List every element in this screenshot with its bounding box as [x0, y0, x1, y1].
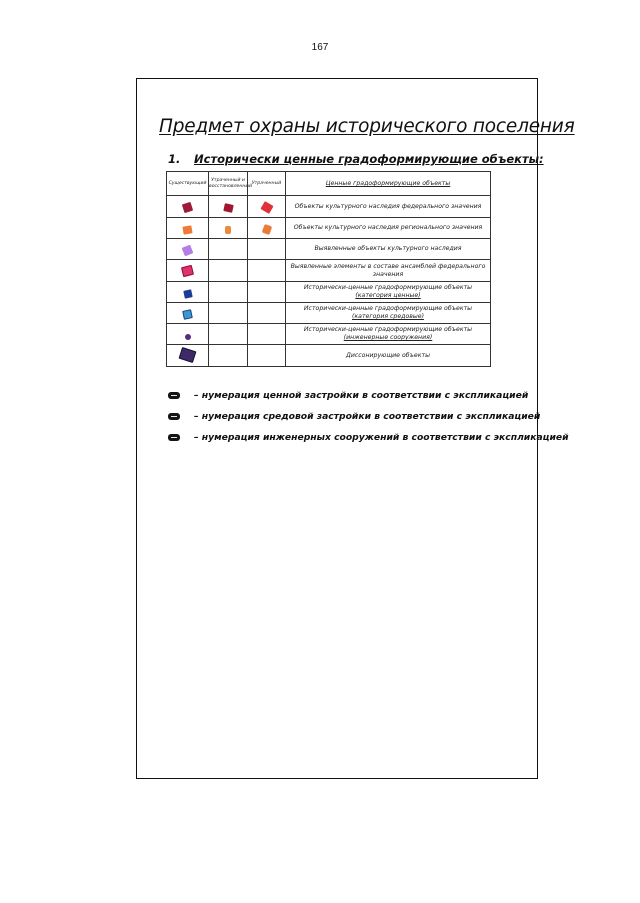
swatch-cell [209, 218, 248, 239]
legend-description: Объекты культурного наследия федерального значения [286, 196, 491, 218]
legend-description-sub: (инженерные сооружения) [343, 334, 433, 341]
identified-heritage-swatch [182, 244, 194, 256]
legend-row [167, 218, 491, 239]
legend-description-main: Исторически-ценные градоформирующие объекты [303, 326, 473, 333]
legend-description [286, 303, 491, 324]
number-tag-icon [168, 434, 180, 441]
legend-header-row [167, 172, 491, 196]
ensemble-element-swatch [181, 265, 194, 277]
federal-heritage-swatch [182, 202, 193, 213]
empty-cell [248, 345, 286, 367]
section-number: 1. [168, 152, 181, 166]
legend-description: Диссонирующие объекты [286, 345, 491, 367]
numbering-item [166, 432, 569, 453]
empty-cell [209, 239, 248, 260]
swatch-cell [167, 345, 209, 367]
legend-row [167, 282, 491, 303]
empty-cell [209, 282, 248, 303]
legend-description [286, 324, 491, 345]
swatch-cell [167, 282, 209, 303]
swatch-cell [209, 196, 248, 218]
legend-description-sub: (категория средовые) [352, 313, 424, 320]
engineering-structure-swatch [185, 334, 191, 340]
legend-description: Выявленные объекты культурного наследия [286, 239, 491, 260]
legend-description [286, 282, 491, 303]
empty-cell [248, 282, 286, 303]
header-lost-restored: Утраченный и восстановленный [209, 172, 248, 196]
swatch-cell [167, 239, 209, 260]
numbering-text: – нумерация средовой застройки в соответствии с экспликацией [194, 411, 541, 422]
legend-description-sub: (категория ценные) [355, 292, 421, 299]
section-heading [168, 152, 544, 166]
swatch-cell [167, 218, 209, 239]
empty-cell [248, 303, 286, 324]
section-title: Исторически ценные градоформирующие объекты: [194, 152, 544, 166]
legend-description-main: Исторически-ценные градоформирующие объекты [303, 305, 473, 312]
legend-description-main: Исторически-ценные градоформирующие объекты [303, 284, 473, 291]
numbering-item [166, 390, 529, 411]
numbering-legend [166, 390, 569, 453]
empty-cell [248, 324, 286, 345]
page-title: Предмет охраны исторического поселения [159, 116, 575, 137]
empty-cell [209, 345, 248, 367]
regional-heritage-swatch [182, 225, 192, 234]
environmental-category-swatch [182, 309, 193, 320]
legend-row [167, 345, 491, 367]
regional-heritage-restored-swatch [225, 226, 231, 234]
regional-heritage-lost-swatch [261, 223, 272, 234]
swatch-cell [248, 218, 286, 239]
empty-cell [209, 324, 248, 345]
swatch-cell [248, 196, 286, 218]
number-tag-icon [168, 413, 180, 420]
legend-row [167, 303, 491, 324]
legend-row [167, 239, 491, 260]
number-tag-icon [168, 392, 180, 399]
swatch-cell [167, 196, 209, 218]
swatch-cell [167, 324, 209, 345]
numbering-text: – нумерация инженерных сооружений в соответствии с экспликацией [194, 432, 569, 443]
page-number: 167 [311, 42, 329, 53]
numbering-text: – нумерация ценной застройки в соответствии с экспликацией [194, 390, 529, 401]
swatch-cell [167, 303, 209, 324]
header-description: Ценные градоформирующие объекты [286, 172, 491, 196]
swatch-cell [167, 260, 209, 282]
empty-cell [248, 260, 286, 282]
legend-row [167, 324, 491, 345]
header-existing: Существующий [167, 172, 209, 196]
federal-heritage-restored-swatch [223, 203, 233, 213]
numbering-item [166, 411, 541, 432]
empty-cell [209, 260, 248, 282]
legend-row [167, 260, 491, 282]
legend-table [166, 171, 491, 367]
empty-cell [248, 239, 286, 260]
dissonant-object-swatch [179, 347, 197, 363]
legend-description: Объекты культурного наследия регионального значения [286, 218, 491, 239]
legend-row [167, 196, 491, 218]
legend-description: Выявленные элементы в составе ансамблей федерального значения [286, 260, 491, 282]
header-lost: Утраченный [248, 172, 286, 196]
federal-heritage-lost-swatch [260, 201, 273, 214]
valuable-category-swatch [183, 289, 192, 298]
empty-cell [209, 303, 248, 324]
